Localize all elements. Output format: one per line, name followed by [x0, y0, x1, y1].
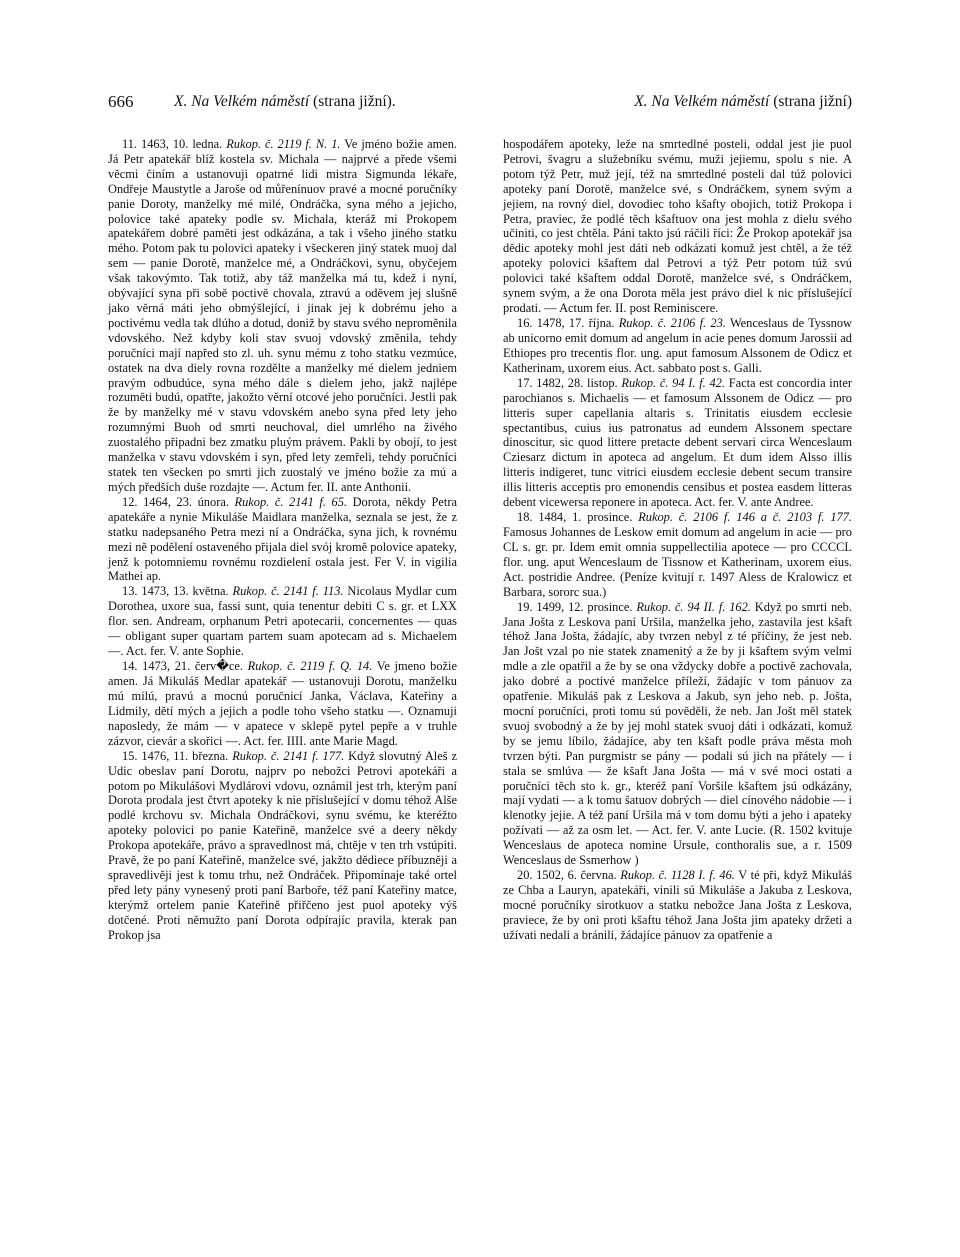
running-title-left: [174, 93, 396, 111]
entry-14: [108, 659, 457, 748]
entry-heading: 11. 1463, 10. ledna.: [122, 137, 227, 151]
entry-text: hospodářem apoteky, leže na smrtedlné posteli, oddal jest jie puol Petrovi, švagru a služebníku svému, muži jejiemu, spolu s nie. A potom týž Petr, muž její, též na smrtedlné posteli dal túž polovici apoteky paní Dorotě, manželce své, s Ondráčkem, synem svým a jejiem, na rovný diel, dovodiec toho kšafty obojich, totiž Prokopa i Petra, praviec, že podlé těch kšaftuov ona jest mohla z dielu svého učiniti, co jest chtěla. Páni takto jsú ráčili říci: Že Prokop apotekář jsa dědic apoteky mohl jest dáti neb odkázati komuž jest chtěl, a že též apoteky polovici kšaftem dal Petrovi a týž Petr potom túž svú polovici také kšaftem oddal Dorotě, manželce své, s Ondráčkem, synem svým, a že ona Dorota měla jest právo diel k nic příslušející prodati. — Actum fer. II. post Reminiscere.: [503, 137, 852, 315]
entry-heading: 14. 1473, 21. červ�ce.: [122, 659, 248, 674]
entry-18: [503, 510, 852, 599]
entry-heading: 20. 1502, 6. června.: [517, 868, 621, 883]
left-text-column: [108, 137, 457, 943]
entry-11: [108, 137, 457, 495]
entry-16: [503, 316, 852, 376]
entry-heading: 17. 1482, 28. listop.: [517, 375, 622, 390]
entry-15: [108, 749, 457, 943]
entry-source: Rukop. č. 1128 I. f. 46.: [620, 868, 735, 883]
entry-17: [503, 376, 852, 510]
entry-19: [503, 600, 852, 868]
page-number: 666: [108, 92, 134, 111]
running-title-right-italic: X. Na Velkém náměstí: [634, 93, 770, 110]
entry-text: Nicolaus Mydlar cum Dorothea, uxore sua, fassi sunt, quia tenentur debiti C s. gr. et LXX flor. sen. Andream, orphanum Petri apotecarii, concernentes — quas — obligant super quartam partem suam apotecam ad s. Michaelem —. Act. fer. V. ante Sophie.: [108, 584, 457, 659]
entry-source: Rukop. č. 2106 f. 146 a č. 2103 f. 177.: [638, 510, 853, 525]
entry-13: [108, 584, 457, 659]
entry-source: Rukop. č. 2119 f. N. 1.: [226, 137, 341, 151]
entry-heading: 15. 1476, 11. března.: [122, 748, 233, 763]
entry-heading: 16. 1478, 17. října.: [517, 316, 619, 331]
page-header: [108, 92, 852, 116]
entry-source: Rukop. č. 2141 f. 65.: [234, 494, 347, 509]
running-title-right-rest: (strana jižní): [769, 93, 852, 110]
running-title-right: [634, 93, 852, 111]
entry-source: Rukop. č. 2141 f. 113.: [232, 584, 344, 599]
entry-text: Dorota, někdy Petra apatekáře a nynie Mikuláše Maidlara manželka, seznala se jest, že z statku nadepsaného Petra mezi ní a Ondráčka, syna jich, k rovnému mezi ně podělení ostaveného přijala diel svój kromě polovice apateky, jenž k potomniemu rovnému rozdielení ostala jest. Fer V. in vigilia Mathei ap.: [108, 494, 457, 584]
entry-text: Když slovutný Aleš z Udic obeslav paní Dorotu, najprv po nebožci Petrovi apotekáři a potom po Mikulášovi Mydlárovi vdovu, oznámil jest trh, kterým paní Dorota prodala jest čtvrt apoteky k nie příslušející v domu téhož Alše podlé krchovu sv. Michala Ondráčkovi, synu svému, ke kteréžto apoteky polovici po panie Kateřině, manželce své a deery někdy Prokopa apotekáře, právo a spravedlnost má, chtěje v ten trh vstúpiti. Pravě, že po paní Kateřině, manželce své, jakžto dědiece příbuzněji a spravedlivěji jest k tomu trhu, než Ondráček. Připomínaje také ortel před lety pány vynesený proti paní Barboře, též paní Kateřiny matce, kterýmž ortelem panie Kateřině přiřčeno jest puol apoteky výš dotčené. Proti němužto paní Dorota odpírajíc pravila, kterak pan Prokop jsa: [108, 748, 457, 942]
entry-source: Rukop. č. 2119 f. Q. 14.: [247, 659, 373, 674]
entry-source: Rukop. č. 2141 f. 177.: [232, 748, 345, 763]
entry-heading: 12. 1464, 23. února.: [122, 494, 235, 509]
entry-12: [108, 495, 457, 584]
running-title-left-rest: (strana jižní).: [309, 93, 396, 110]
entry-text: Facta est concordia inter parochianos s. Michaelis — et famosum Alssonem de Odicz — pro litteris super capellania altaris s. Trinitatis eiusdem ecclesie spectantibus, cuius ius patronatus ad eundem Alssonem spectare dinoscitur, sic quod littere pretacte debent servari circa Wenceslaum Cziesarz dictum in apoteca ad angelum. Et dum idem Alsso illis litteris indigeret, tunc vitrici eiusdem ecclesie debent secum transire illis litteris acceptis pro emonendis censibus et postea easdem litteras debent vicewersa reponere in apoteca. Act. fer. V. ante Andree.: [503, 375, 852, 510]
entry-20: [503, 868, 852, 943]
entry-heading: 19. 1499, 12. prosince.: [517, 599, 637, 614]
entry-source: Rukop. č. 94 II. f. 162.: [636, 599, 751, 614]
entry-source: Rukop. č. 2106 f. 23.: [618, 316, 726, 331]
entry-text: Ve jméno božie amen. Já Petr apatekář blíž kostela sv. Michala — najprvé a přede všemi věcmi činím a ustanovuji opatrné lidi mistra Sigmunda lékaře, Ondřeje Maustytle a Jaroše od můřenínuov pravé a mocné poručníky panie Doroty, manželky mé milé, Ondráčka, syna mého a jejicho, polovice také apateky podle sv. Michala, kteráž mi Prokopem apatekářem dobré paměti jest odkázána, a tak i všeho jiného statku mého. Potom pak tu polovici apateky i všeckeren jiný statek muoj dal sem — panie Dorotě, manželce mé, a Ondráčkovi, synu, obyčejem však takovýmto. Tak totiž, aby táž manželka má tu, kdež i nyní, obývající syna při sobě poctivě chovala, ztravú a oděvem jej slušně jako věrná máti jeho obmýšlející, i jinak jej k dobrému jeho a poctivému vedla tak dlúho a dotud, doniž by stavu svého neproměnila vdovského. Než kdyby koli stav svuoj vdovský změnila, tehdy poručníci mají napřed sto zl. uh. synu mému z toho statku vezmúce, ostatek na dva diely rovna rozdělte a manželky mé dielem jedniem pravým odbudúce, syna mého dále s dielem jeho, jakž najlépe rozuměti budú, opatřte, jakožto věrní otcové jeho poručníci. Jestli pak že by manželky mé v stavu vdovském anebo syna před lety jeho rozumnými Buoh od smrti neuchoval, diel umrlého na živého zuostalého připadni bez zmatku pluým právem. Pakli by obojí, to jest manželka v stavu vdovském i syn, před lety zemřeli, tehdy poručníci statek ten všecken po smrti jich zuostalý ve jméno božie za mú a mých předších duše rozdajte —. Actum fer. II. ante Anthonii.: [108, 137, 457, 494]
entry-text: Ve jmeno božie amen. Já Mikuláš Medlar apatekář — ustanovuji Dorotu, manželku mú milú, pravú a mocnú poručnicí Janka, Václava, Kateřiny a Lidmily, dětí mých a jejich a podle toho všeho statku —. Oznamuji naposledy, že mám — v apatece v sklepě pytel pepře a v truhle zázvor, cievár a skořici —. Act. fer. IIII. ante Marie Magd.: [108, 659, 457, 748]
entry-15-continued: [503, 137, 852, 316]
entry-text: Famosus Johannes de Leskow emit domum ad angelum in acie — pro CL s. gr. pr. Idem emit omnia suppellectilia apotece — pro CCCCL flor. ung. aput Wenceslaum de Tissnow et Katherinam, uxorem eius. Act. postridie Andree. (Peníze kvitují r. 1497 Aless de Kralowicz et Barbara, sororc sua.): [503, 524, 852, 599]
entry-source: Rukop. č. 94 I. f. 42.: [621, 375, 725, 390]
running-title-left-italic: X. Na Velkém náměstí: [174, 93, 310, 110]
entry-text: Když po smrti neb. Jana Jošta z Leskova paní Uršila, manželka jeho, zastavila jest kšaft téhož Jana Jošta, žádajíc, aby tvrzen nebyl z té příčiny, že jest neb. Jan Jošt vzal po nie statek znamenitý a že by ji kšaftem svým velmi mdle a zle opatřil a že by se ona vždycky dobře a poctivě zachovala, jako dobré a poctivé manželce příleží, žádajíc v tom pánuov za opatřenie. Mikuláš pak z Leskova a Jakub, syn jeho neb. p. Jošta, mocní poručníci, proti tomu sú pověděli, že neb. Jan Jošt měl statek svuoj svobodný a že by jej mohl statek svuoj dáti i odkázati, komuž by se jemu líbilo, žádajíce, aby ten kšaft podle práva města moh tvrzen býti. Pan purgmistr se pány — podali sú jich na přátely — i stala se smlúva — že kšaft Jana Jošta — má v své moci ostati a poručníci těch sto k. gr., kteréž paní Voršile kšaftem jsú odkázány, mají vydati — a k tomu šatuov dobrých — diel cínového nádobie — i klenotky jejie. A též paní Uršila má v tom domu býti a jeho i apateky požívati — až za osm let. — Act. fer. V. ante Lucie. (R. 1502 kvituje Wenceslaus de apoteca nomine Ursule, conthoralis sue, a r. 1509 Wenceslaus de Ssmerhow ): [503, 599, 852, 868]
right-text-column: [503, 137, 852, 943]
entry-heading: 18. 1484, 1. prosince.: [517, 510, 639, 525]
entry-heading: 13. 1473, 13. května.: [122, 584, 233, 599]
entry-text: V té při, když Mikuláš ze Chba a Lauryn, apatekáři, vinili sú Mikuláše a Jakuba z Leskova, mocné poručníky sirotkuov a statku nebožce Jana Jošta z Leskova, praviece, že by oni proti kšaftu téhož Jana Jošta jim apateky držeti a užívati nedali a bránili, žádajíce pánuov za opatřenie a: [503, 868, 853, 942]
entry-text: Wenceslaus de Tyssnow ab unicorno emit domum ad angelum in acie penes domum Jarossii ad Ethiopes pro trecentis flor. ung. aput famosum Alssonem de Odicz et Katherinam, uxorem eius. Act. sabbato post s. Galli.: [503, 316, 852, 375]
